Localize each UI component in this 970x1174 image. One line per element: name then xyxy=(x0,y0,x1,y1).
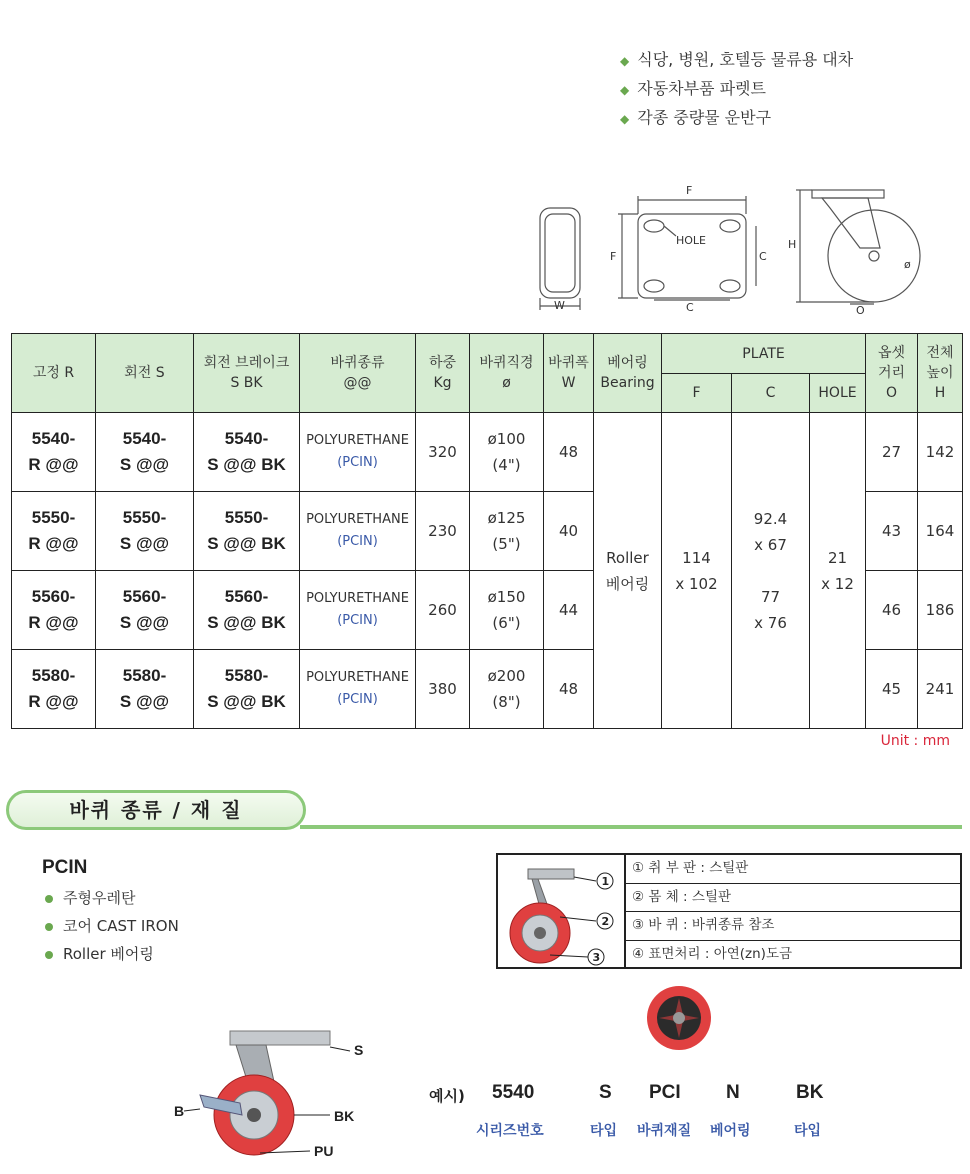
code-swivel: 5560- S @@ xyxy=(96,571,194,650)
header-plate-f: F xyxy=(662,374,732,413)
bullet-icon xyxy=(45,895,53,903)
f-top-label: F xyxy=(686,184,693,197)
part-row: ③ 바 퀴 : 바퀴종류 참조 xyxy=(626,912,960,941)
example-code-series: 5540 xyxy=(492,1082,535,1103)
diamond-bullet-icon: ◆ xyxy=(620,112,630,126)
o-dimension-label: O xyxy=(856,304,865,317)
example-desc-material: 바퀴재질 xyxy=(637,1123,692,1139)
usage-list xyxy=(620,46,853,133)
list-item: Roller 베어링 xyxy=(45,940,179,968)
part-marker-3: 3 xyxy=(592,951,601,964)
load-value: 320 xyxy=(416,413,470,492)
parts-spec-box xyxy=(496,853,962,969)
header-offset: 옵셋 거리 O xyxy=(866,334,918,413)
plate-c-value: 92.4 x 67 77 x 76 xyxy=(732,413,810,729)
bullet-icon xyxy=(45,951,53,959)
c-bottom-label: C xyxy=(686,301,694,314)
example-code-material: PCI xyxy=(649,1082,681,1103)
height-value: 186 xyxy=(918,571,963,650)
offset-value: 27 xyxy=(866,413,918,492)
caster-dimension-drawings xyxy=(530,178,970,318)
example-label: 예시) xyxy=(429,1087,465,1105)
list-item: 주형우레탄 xyxy=(45,884,179,912)
diamond-bullet-icon: ◆ xyxy=(620,54,630,68)
part-row: ④ 표면처리 : 아연(zn)도금 xyxy=(632,945,793,962)
load-value: 230 xyxy=(416,492,470,571)
code-fixed: 5540- R @@ xyxy=(12,413,96,492)
bearing-value: Roller 베어링 xyxy=(594,413,662,729)
diameter-value: ø200 (8") xyxy=(470,650,544,729)
width-value: 44 xyxy=(544,571,594,650)
header-bearing: 베어링 Bearing xyxy=(594,334,662,413)
plate-f-value: 114 x 102 xyxy=(662,413,732,729)
label-b: B xyxy=(174,1103,185,1119)
label-bk: BK xyxy=(334,1108,355,1124)
offset-value: 43 xyxy=(866,492,918,571)
height-value: 142 xyxy=(918,413,963,492)
h-dimension-label: H xyxy=(788,238,797,251)
header-height: 전체 높이 H xyxy=(918,334,963,413)
part-row: ① 취 부 판 : 스틸판 xyxy=(626,855,960,884)
list-item: 코어 CAST IRON xyxy=(45,912,179,940)
code-fixed: 5580- R @@ xyxy=(12,650,96,729)
label-pu: PU xyxy=(314,1143,334,1159)
diamond-bullet-icon: ◆ xyxy=(620,83,630,97)
diameter-value: ø100 (4") xyxy=(470,413,544,492)
brake-caster-image xyxy=(170,1025,370,1165)
example-code-type: S xyxy=(599,1082,612,1103)
usage-item: ◆ 자동차부품 파렛트 xyxy=(620,79,766,98)
load-value: 380 xyxy=(416,650,470,729)
header-plate: PLATE xyxy=(662,334,866,374)
unit-note: Unit : mm xyxy=(880,733,950,749)
offset-value: 46 xyxy=(866,571,918,650)
bullet-icon xyxy=(45,923,53,931)
parts-list xyxy=(626,855,960,968)
code-brake: 5580- S @@ BK xyxy=(194,650,300,729)
example-desc-series: 시리즈번호 xyxy=(476,1123,544,1139)
code-swivel: 5580- S @@ xyxy=(96,650,194,729)
example-code-type-bk: BK xyxy=(796,1082,824,1103)
caster-side-view xyxy=(796,190,920,304)
section-divider xyxy=(300,825,962,829)
wheel-type: POLYURETHANE (PCIN) xyxy=(300,413,416,492)
pcin-feature-list xyxy=(45,884,179,968)
phi-label: ø xyxy=(904,258,911,271)
header-plate-c: C xyxy=(732,374,810,413)
hole-label: HOLE xyxy=(676,234,707,247)
diameter-value: ø125 (5") xyxy=(470,492,544,571)
code-brake: 5560- S @@ BK xyxy=(194,571,300,650)
width-value: 40 xyxy=(544,492,594,571)
wheel-type: POLYURETHANE (PCIN) xyxy=(300,492,416,571)
code-fixed: 5560- R @@ xyxy=(12,571,96,650)
spec-table xyxy=(11,333,963,729)
header-load: 하중 Kg xyxy=(416,334,470,413)
plate-top-view xyxy=(618,196,756,300)
code-swivel: 5540- S @@ xyxy=(96,413,194,492)
load-value: 260 xyxy=(416,571,470,650)
diameter-value: ø150 (6") xyxy=(470,571,544,650)
f-side-label: F xyxy=(610,250,617,263)
header-diameter: 바퀴직경 ø xyxy=(470,334,544,413)
code-fixed: 5550- R @@ xyxy=(12,492,96,571)
width-value: 48 xyxy=(544,650,594,729)
offset-value: 45 xyxy=(866,650,918,729)
height-value: 241 xyxy=(918,650,963,729)
section-title: 바퀴 종류 / 재 질 xyxy=(69,798,243,822)
plate-hole-value: 21 x 12 xyxy=(810,413,866,729)
wheel-type: POLYURETHANE (PCIN) xyxy=(300,650,416,729)
part-marker-2: 2 xyxy=(601,915,610,928)
header-plate-hole: HOLE xyxy=(810,374,866,413)
example-desc-type-bk: 타입 xyxy=(794,1123,822,1139)
wheel-type: POLYURETHANE (PCIN) xyxy=(300,571,416,650)
width-value: 48 xyxy=(544,413,594,492)
wheel-front-view xyxy=(540,208,580,310)
height-value: 164 xyxy=(918,492,963,571)
label-s: S xyxy=(354,1042,364,1058)
example-desc-bearing: 베어링 xyxy=(710,1123,751,1139)
header-wheel-type: 바퀴종류 @@ xyxy=(300,334,416,413)
header-brake: 회전 브레이크 S BK xyxy=(194,334,300,413)
w-dimension-label: W xyxy=(554,299,565,312)
wheel-image xyxy=(646,985,712,1051)
pcin-title: PCIN xyxy=(42,857,88,878)
header-swivel: 회전 S xyxy=(96,334,194,413)
part-row: ② 몸 체 : 스틸판 xyxy=(626,884,960,913)
usage-item: ◆ 각종 중량물 운반구 xyxy=(620,108,772,127)
header-width: 바퀴폭 W xyxy=(544,334,594,413)
code-brake: 5540- S @@ BK xyxy=(194,413,300,492)
table-row xyxy=(12,413,963,492)
code-swivel: 5550- S @@ xyxy=(96,492,194,571)
example-code-bearing: N xyxy=(726,1082,740,1103)
usage-item: ◆ 식당, 병원, 호텔등 물류용 대차 xyxy=(620,50,854,69)
code-brake: 5550- S @@ BK xyxy=(194,492,300,571)
part-marker-1: 1 xyxy=(601,875,610,888)
caster-parts-image xyxy=(498,855,626,967)
header-fixed: 고정 R xyxy=(12,334,96,413)
example-desc-type: 타입 xyxy=(590,1123,618,1139)
c-side-label: C xyxy=(759,250,767,263)
section-title-banner xyxy=(6,790,306,830)
